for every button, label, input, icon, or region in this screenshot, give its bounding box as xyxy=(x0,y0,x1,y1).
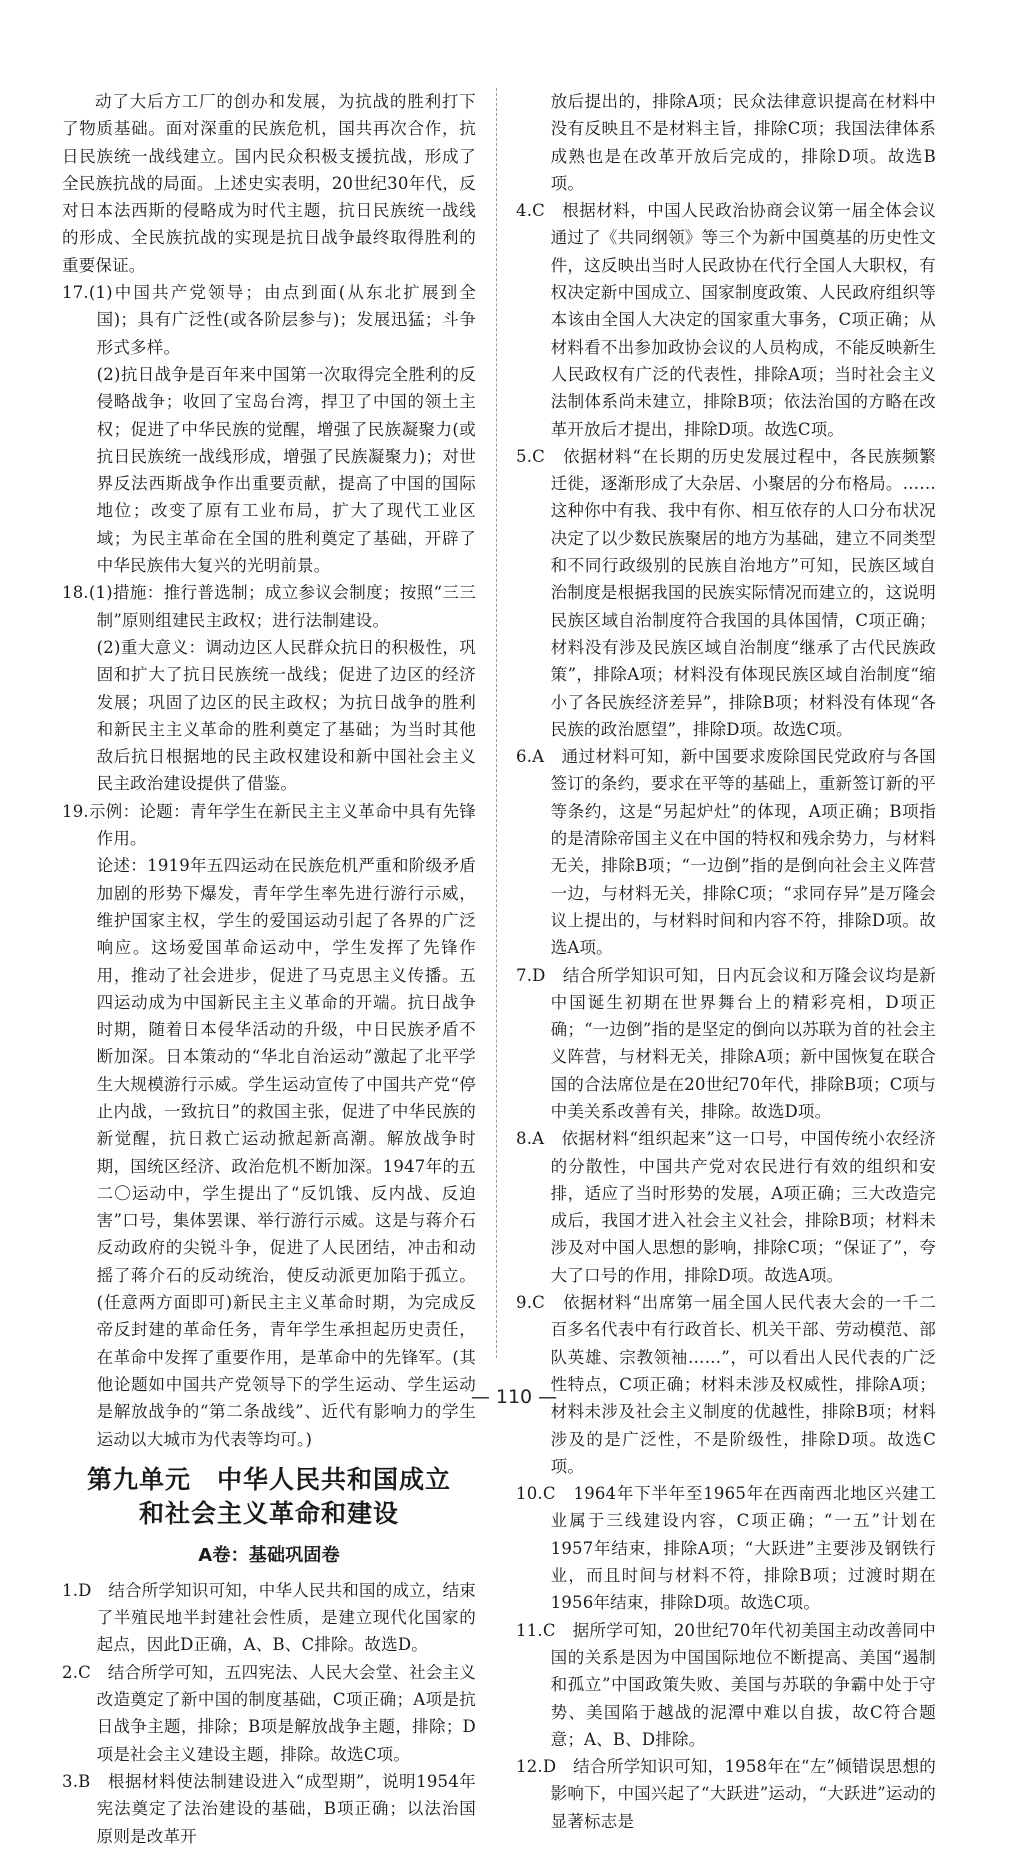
answer-19-part2: 论述：1919年五四运动在民族危机严重和阶级矛盾加剧的形势下爆发，青年学生率先进行游行示威，维护国家主权，学生的爱国运动引起了各界的广泛响应。这场爱国革命运动中，学生发挥了先锋作用，推动了社会进步，促进了马克思主义传播。五四运动成为中国新民主主义革命的开端。抗日战争时期，随着日本侵华活动的升级，中日民族矛盾不断加深。日本策动的“华北自治运动”激起了北平学生大规模游行示威。学生运动宣传了中国共产党“停止内战，一致抗日”的救国主张，促进了中华民族的新觉醒，抗日救亡运动掀起新高潮。解放战争时期，国统区经济、政治危机不断加深。1947年的五二〇运动中，学生提出了“反饥饿、反内战、反迫害”口号，集体罢课、举行游行示威。这是与蒋介石反动政府的尖锐斗争，促进了人民团结，冲击和动摇了蒋介石的反动统治，使反动派更加陷于孤立。(任意两方面即可)新民主主义革命时期，为完成反帝反封建的革命任务，青年学生承担起历史责任，在革命中发挥了重要作用，是革命中的先锋军。(其他论题如中国共产党领导下的学生运动、学生运动是解放战争的“第二条战线”、近代有影响力的学生运动以大城市为代表等均可。) xyxy=(96,856,476,1449)
answer-3: 3.B 根据材料使法制建设进入“成型期”，说明1954年宪法奠定了法治建设的基础，B项正确；以法治国原则是改革开 xyxy=(62,1771,476,1846)
right-column xyxy=(516,88,936,1835)
answer-18-part1: 18.(1)措施：推行普选制；成立参议会制度；按照“三三制”原则组建民主政权；进行法制建设。 xyxy=(62,583,476,630)
unit-title-line2: 和社会主义革命和建设 xyxy=(138,1498,399,1528)
unit-title-line1: 第九单元 中华人民共和国成立 xyxy=(86,1464,451,1494)
answer-10: 10.C 1964年下半年至1965年在西南西北地区兴建工业属于三线建设内容，C项正确；“一五”计划在1957年结束，排除A项；“大跃进”主要涉及钢铁行业，而且时间与材料不符，排除B项；过渡时期在1956年结束，排除D项。故选C项。 xyxy=(516,1484,936,1613)
answer-17-part2: (2)抗日战争是百年来中国第一次取得完全胜利的反侵略战争；收回了宝岛台湾，捍卫了中国的领土主权；促进了中华民族的觉醒，增强了民族凝聚力(或抗日民族统一战线形成，增强了民族凝聚力)；对世界反法西斯战争作出重要贡献，提高了中国的国际地位；改变了原有工业布局，扩大了现代工业区域；为民主革命在全国的胜利奠定了基础，开辟了中华民族伟大复兴的光明前景。 xyxy=(96,364,476,576)
column-divider xyxy=(496,88,497,1358)
unit-title xyxy=(62,1463,476,1531)
answer-7: 7.D 结合所学知识可知，日内瓦会议和万隆会议均是新中国诞生初期在世界舞台上的精彩亮相，D项正确；“一边倒”指的是坚定的倒向以苏联为首的社会主义阵营，与材料无关，排除A项；新中国恢复在联合国的合法席位是在20世纪70年代，排除B项；C项与中美关系改善有关，排除。故选D项。 xyxy=(516,965,936,1121)
answer-1: 1.D 结合所学知识可知，中华人民共和国的成立，结束了半殖民地半封建社会性质，是建立现代化国家的起点，因此D正确，A、B、C排除。故选D。 xyxy=(62,1580,476,1655)
section-title: A卷：基础巩固卷 xyxy=(198,1544,340,1566)
answer-18-part2: (2)重大意义：调动边区人民群众抗日的积极性，巩固和扩大了抗日民族统一战线；促进了边区的经济发展；巩固了边区的民主政权；为抗日战争的胜利和新民主主义革命的胜利奠定了基础；为当时其他敌后抗日根据地的民主政权建设和新中国社会主义民主政治建设提供了借鉴。 xyxy=(96,637,476,794)
answer-11: 11.C 据所学可知，20世纪70年代初美国主动改善同中国的关系是因为中国国际地位不断提高、美国“遏制和孤立”中国政策失败、美国与苏联的争霸中处于守势、美国陷于越战的泥潭中难以自拔，故C符合题意；A、B、D排除。 xyxy=(516,1620,936,1749)
answer-12: 12.D 结合所学知识可知，1958年在“左”倾错误思想的影响下，中国兴起了“大跃进”运动，“大跃进”运动的显著标志是 xyxy=(516,1757,936,1831)
answer-17-part1: 17.(1)中国共产党领导；由点到面(从东北扩展到全国)；具有广泛性(或各阶层参与)；发展迅猛；斗争形式多样。 xyxy=(62,283,476,357)
answer-9: 9.C 依据材料“出席第一届全国人民代表大会的一千二百多名代表中有行政首长、机关干部、劳动模范、部队英雄、宗教领袖……”，可以看出人民代表的广泛性特点，C项正确；材料未涉及权威性，排除A项；材料未涉及社会主义制度的优越性，排除B项；材料涉及的是广泛性，不是阶级性，排除D项。故选C项。 xyxy=(516,1293,936,1476)
answer-8: 8.A 依据材料“组织起来”这一口号，中国传统小农经济的分散性，中国共产党对农民进行有效的组织和安排，适应了当时形势的发展，A项正确；三大改造完成后，我国才进入社会主义社会，排除B项；材料未涉及对中国人思想的影响，排除C项；“保证了”，夸大了口号的作用，排除D项。故选A项。 xyxy=(516,1129,936,1285)
answer-4: 4.C 根据材料，中国人民政治协商会议第一届全体会议通过了《共同纲领》等三个为新中国奠基的历史性文件，这反映出当时人民政协在代行全国人大职权，有权决定新中国成立、国家制度政策、人民政府组织等本该由全国人大决定的国家重大事务，C项正确；从材料看不出参加政协会议的人员构成，不能反映新生人民政权有广泛的代表性，排除A项；当时社会主义法制体系尚未建立，排除B项；依法治国的方略在改革开放后才提出，排除D项。故选C项。 xyxy=(516,201,936,439)
answer-5: 5.C 依据材料“在长期的历史发展过程中，各民族频繁迁徙，逐渐形成了大杂居、小聚居的分布格局。……这种你中有我、我中有你、相互依存的人口分布状况决定了以少数民族聚居的地方为基础，建立不同类型和不同行政级别的民族自治地方”可知，民族区域自治制度是根据我国的民族实际情况而建立的，这说明民族区域自治制度符合我国的具体国情，C项正确；材料没有涉及民族区域自治制度“继承了古代民族政策”，排除A项；材料没有体现民族区域自治制度“缩小了各民族经济差异”，排除B项；材料没有体现“各民族的政治愿望”，排除D项。故选C项。 xyxy=(516,446,936,739)
answer-3-continued: 放后提出的，排除A项；民众法律意识提高在材料中没有反映且不是材料主旨，排除C项；我国法律体系成熟也是在改革开放后完成的，排除D项。故选B项。 xyxy=(550,92,936,193)
left-column xyxy=(62,88,476,1850)
answer-6: 6.A 通过材料可知，新中国要求废除国民党政府与各国签订的条约，要求在平等的基础上，重新签订新的平等条约，这是“另起炉灶”的体现，A项正确；B项指的是清除帝国主义在中国的特权和残余势力，与材料无关，排除B项；“一边倒”指的是倒向社会主义阵营一边，与材料无关，排除C项；“求同存异”是万隆会议上提出的，与材料时间和内容不符，排除D项。故选A项。 xyxy=(516,747,936,958)
page-number: — 110 — xyxy=(470,1386,558,1408)
answer-2: 2.C 结合所学可知，五四宪法、人民大会堂、社会主义改造奠定了新中国的制度基础，C项正确；A项是抗日战争主题，排除；B项是解放战争主题，排除；D项是社会主义建设主题，排除。故选C项。 xyxy=(62,1662,476,1764)
answer-19-part1: 19.示例：论题：青年学生在新民主主义革命中具有先锋作用。 xyxy=(62,801,476,849)
intro-paragraph: 动了大后方工厂的创办和发展，为抗战的胜利打下了物质基础。面对深重的民族危机，国共再次合作，抗日民族统一战线建立。国内民众积极支援抗战，形成了全民族抗战的局面。上述史实表明，20世纪30年代，反对日本法西斯的侵略成为时代主题，抗日民族统一战线的形成、全民族抗战的实现是抗日战争最终取得胜利的重要保证。 xyxy=(62,92,476,275)
